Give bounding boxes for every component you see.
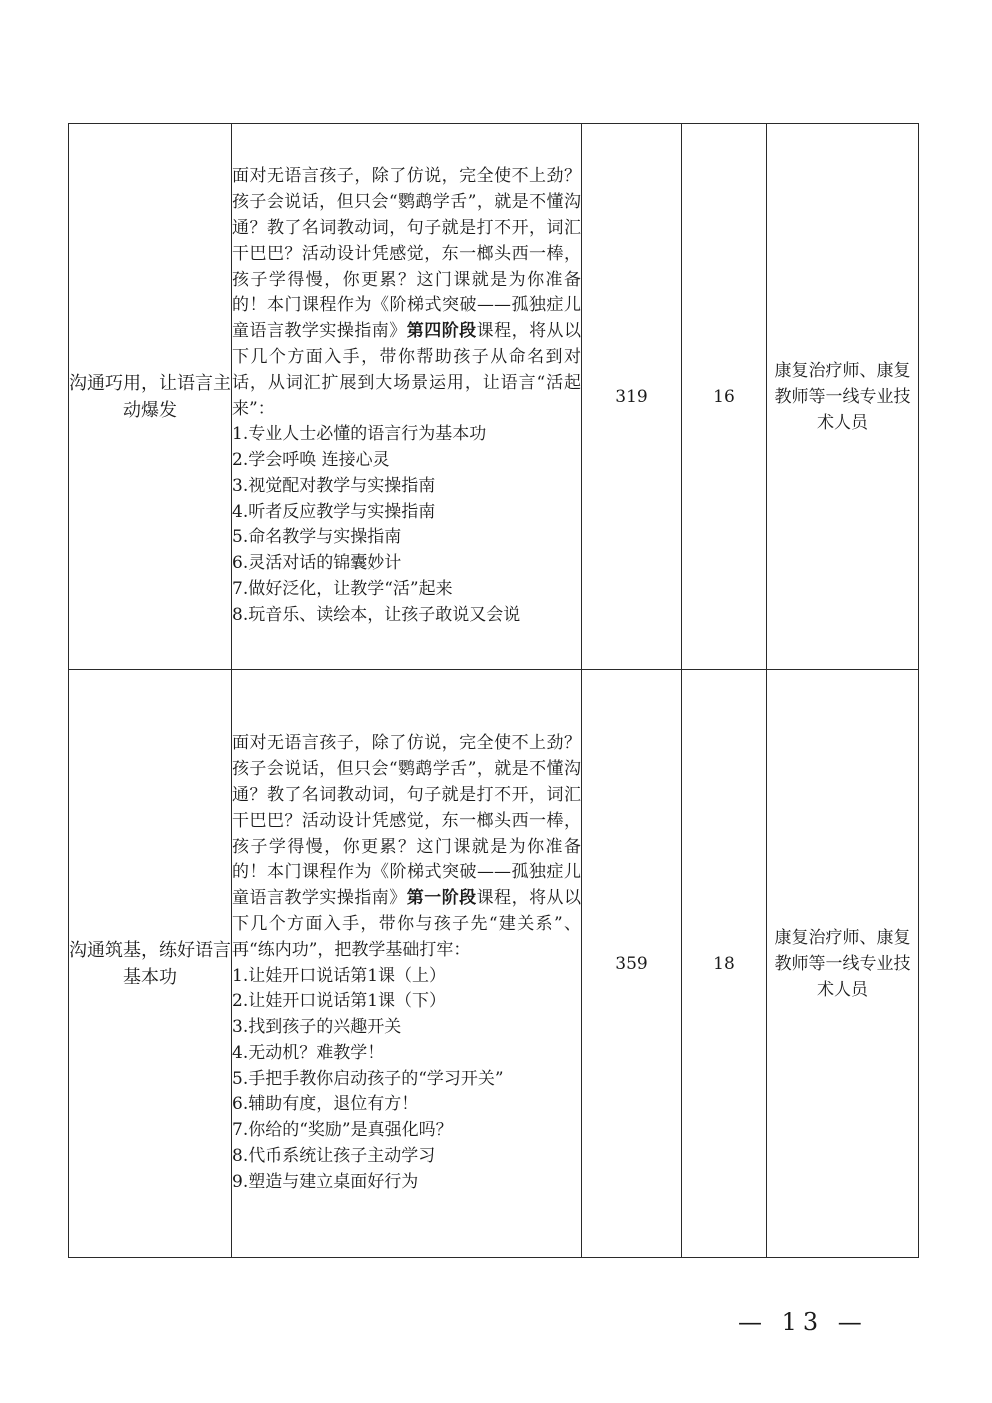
- lesson-item: 6.灵活对话的锦囊妙计: [232, 553, 402, 574]
- lesson-item: 4.听者反应教学与实操指南: [232, 501, 436, 522]
- page-number: — 13 —: [738, 1308, 868, 1336]
- table-row: [69, 124, 919, 670]
- description-intro: 面对无语言孩子，除了仿说，完全使不上劲？孩子会说话，但只会“鹦鹉学舌”，就是不懂沟通？教了名词教动词，句子就是打不开，词汇干巴巴？活动设计凭感觉，东一榔头西一棒，孩子学得慢，你更累？这门课就是为你准备的！本门课程作为《阶梯式突破——孤独症儿童语言教学实操指南》: [232, 733, 581, 909]
- course-number-cell: 319: [582, 124, 682, 670]
- lesson-item: 2.学会呼唤 连接心灵: [232, 450, 390, 471]
- table-row: [69, 670, 919, 1258]
- target-audience: 康复治疗师、康复教师等一线专业技术人员: [767, 124, 919, 670]
- description-paragraph: [232, 164, 581, 422]
- lesson-list: [232, 422, 581, 628]
- description-paragraph: [232, 731, 581, 963]
- course-count-cell: 16: [682, 124, 767, 670]
- lesson-item: 8.玩音乐、读绘本，让孩子敢说又会说: [232, 604, 521, 625]
- course-description: [232, 670, 582, 1258]
- lesson-item: 5.手把手教你启动孩子的“学习开关”: [232, 1068, 504, 1089]
- course-table: [68, 123, 919, 1258]
- stage-label: 第四阶段: [406, 321, 477, 342]
- lesson-item: 1.专业人士必懂的语言行为基本功: [232, 424, 487, 445]
- lesson-item: 3.找到孩子的兴趣开关: [232, 1017, 402, 1038]
- description-intro: 面对无语言孩子，除了仿说，完全使不上劲？孩子会说话，但只会“鹦鹉学舌”，就是不懂沟通？教了名词教动词，句子就是打不开，词汇干巴巴？活动设计凭感觉，东一榔头西一棒，孩子学得慢，你更累？这门课就是为你准备的！本门课程作为《阶梯式突破——孤独症儿童语言教学实操指南》: [232, 166, 581, 342]
- lesson-item: 7.做好泛化，让教学“活”起来: [232, 579, 453, 600]
- lesson-item: 3.视觉配对教学与实操指南: [232, 475, 436, 496]
- lesson-item: 8.代币系统让孩子主动学习: [232, 1146, 436, 1167]
- course-description: [232, 124, 582, 670]
- lesson-item: 1.让娃开口说话第1课（上）: [232, 965, 447, 986]
- description-after: 课程，将从以下几个方面入手，带你帮助孩子从命名到对话，从词汇扩展到大场景运用，让语言“活起来”：: [232, 321, 582, 419]
- lesson-item: 2.让娃开口说话第1课（下）: [232, 991, 447, 1012]
- lesson-item: 7.你给的“奖励”是真强化吗？: [232, 1120, 453, 1141]
- stage-label: 第一阶段: [406, 888, 477, 909]
- lesson-item: 4.无动机？难教学！: [232, 1042, 385, 1063]
- course-number-cell: 359: [582, 670, 682, 1258]
- description-after: 课程，将从以下几个方面入手，带你与孩子先“建关系”、再“练内功”，把教学基础打牢：: [232, 888, 582, 960]
- target-audience: 康复治疗师、康复教师等一线专业技术人员: [767, 670, 919, 1258]
- lesson-item: 6.辅助有度，退位有方！: [232, 1094, 419, 1115]
- course-name: 沟通筑基，练好语言基本功: [69, 670, 232, 1258]
- course-name: 沟通巧用，让语言主动爆发: [69, 124, 232, 670]
- lesson-item: 9.塑造与建立桌面好行为: [232, 1171, 419, 1192]
- course-count-cell: 18: [682, 670, 767, 1258]
- lesson-list: [232, 964, 581, 1196]
- lesson-item: 5.命名教学与实操指南: [232, 527, 402, 548]
